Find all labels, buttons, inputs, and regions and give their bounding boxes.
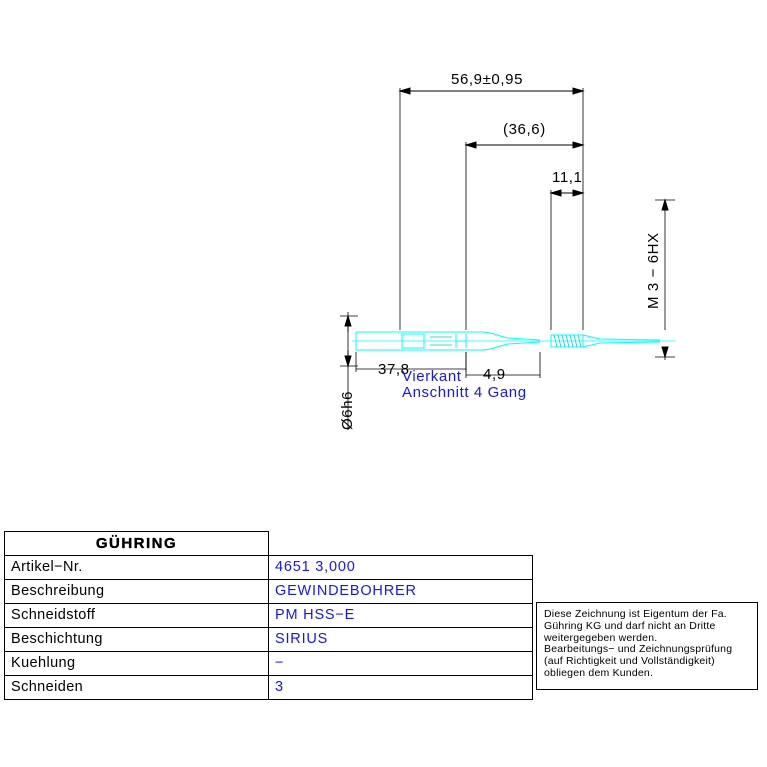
notice-line-4: Bearbeitungs− und Zeichnungsprüfung <box>544 643 733 656</box>
guehring-logo: GÜHRING <box>95 534 178 552</box>
dim-thread-spec: M 3 − 6HX <box>645 232 662 309</box>
dim-square-length: 37,8 <box>378 361 410 378</box>
dim-shank-diameter: Ø6h6 <box>339 390 356 430</box>
table-row <box>5 651 533 675</box>
row-value-kuehlung: − <box>269 651 533 675</box>
logo-row-spacer <box>269 532 533 556</box>
annotation-square-note: Vierkant <box>402 368 462 385</box>
dim-thread-length: 11,1 <box>552 169 583 186</box>
notice-line-1: Diese Zeichnung ist Eigentum der Fa. <box>544 608 727 620</box>
table-row <box>5 579 533 603</box>
dim-overall-length: 56,9±0,95 <box>451 71 524 88</box>
copyright-notice <box>536 602 758 690</box>
title-block <box>4 531 533 700</box>
row-label-beschreibung: Beschreibung <box>5 579 269 603</box>
row-label-schneidstoff: Schneidstoff <box>5 603 269 627</box>
row-label-schneiden: Schneiden <box>5 675 269 699</box>
annotation-chamfer-note: Anschnitt 4 Gang <box>402 384 527 401</box>
notice-line-6: obliegen dem Kunden. <box>544 666 654 679</box>
row-value-beschreibung: GEWINDEBOHRER <box>269 579 533 603</box>
row-value-schneidstoff: PM HSS−E <box>269 603 533 627</box>
notice-line-2: Gühring KG und darf nicht an Dritte <box>544 619 716 632</box>
notice-line-5: (auf Richtigkeit und Vollständigkeit) <box>544 655 715 668</box>
row-label-artikel-nr: Artikel−Nr. <box>5 555 269 579</box>
table-row <box>5 555 533 579</box>
table-row <box>5 627 533 651</box>
dimension-lines <box>340 88 675 430</box>
dim-shank-length: (36,6) <box>503 121 546 138</box>
logo-cell <box>5 532 269 556</box>
row-label-beschichtung: Beschichtung <box>5 627 269 651</box>
tool-geometry <box>352 332 675 350</box>
row-value-artikel-nr: 4651 3,000 <box>269 555 533 579</box>
row-value-schneiden: 3 <box>269 675 533 699</box>
dim-square-size: 4,9 <box>483 366 506 383</box>
title-block-logo-row <box>5 532 533 556</box>
row-value-beschichtung: SIRIUS <box>269 627 533 651</box>
table-row <box>5 675 533 699</box>
table-row <box>5 603 533 627</box>
row-label-kuehlung: Kuehlung <box>5 651 269 675</box>
notice-line-3: weitergegeben werden. <box>544 631 658 644</box>
